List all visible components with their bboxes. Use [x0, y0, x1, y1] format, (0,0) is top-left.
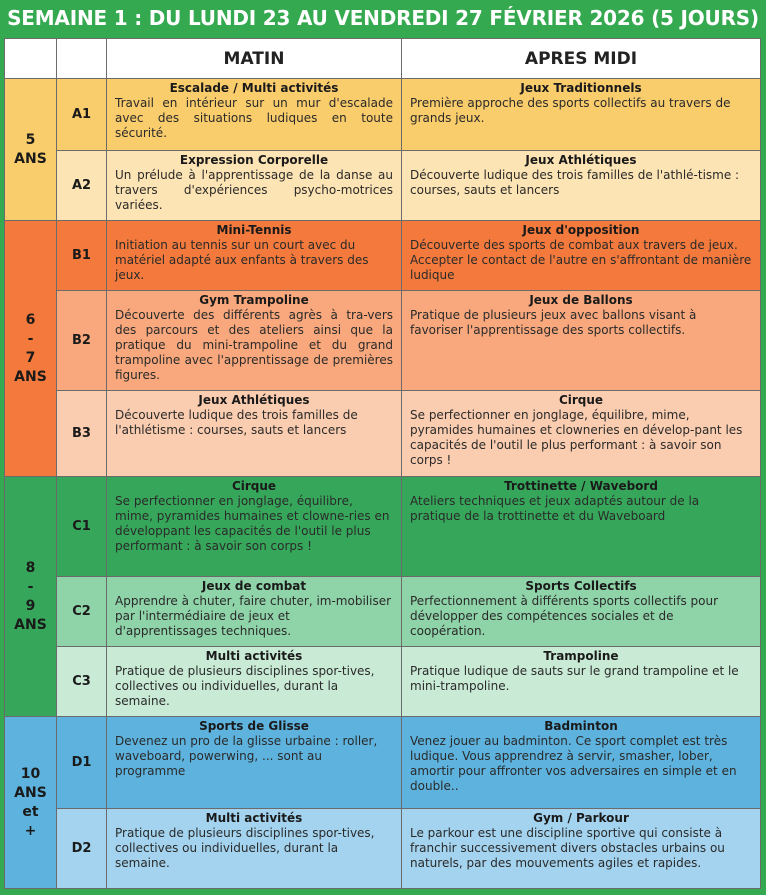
pm-cell-c1	[402, 477, 761, 577]
matin-cell-d1	[107, 717, 402, 809]
activity-description: Pratique de plusieurs jeux avec ballons visant à favoriser l'apprentissage des sports collectifs.	[410, 308, 697, 337]
row-a1	[5, 79, 761, 151]
age-label: et	[22, 803, 39, 820]
activity-title: Mini-Tennis	[216, 223, 292, 237]
activity-title: Cirque	[231, 479, 277, 493]
activity-title: Jeux de Ballons	[529, 293, 633, 307]
activity-description: Se perfectionner en jonglage, équilibre, mime, pyramides humaines et clowneries en dévelop-pant les capacités de l'outil le plus performant : à savoir son corps !	[410, 408, 743, 467]
activity-title: Sports Collectifs	[525, 579, 637, 593]
activity-title: Expression Corporelle	[179, 153, 329, 167]
activity-title: Cirque	[558, 393, 604, 407]
activity-title: Gym / Parkour	[533, 811, 629, 825]
activity-description: Venez jouer au badminton. Ce sport complet est très ludique. Vous apprendrez à servir, smasher, lober, amortir pour affronter vos adversaires en simple et en double..	[410, 734, 737, 793]
code-c3: C3	[57, 647, 107, 717]
age-label: 8	[25, 559, 36, 576]
pm-cell-c3	[402, 647, 761, 717]
pm-cell-d2	[402, 809, 761, 889]
activity-description: Initiation au tennis sur un court avec du matériel adapté aux enfants à travers des jeux.	[115, 238, 369, 282]
activity-title: Badminton	[544, 719, 618, 733]
activity-description: Perfectionnement à différents sports collectifs pour développer des compétences sociales et de coopération.	[410, 594, 719, 638]
age-label: -	[27, 578, 34, 595]
activity-description: Découverte des différents agrès à tra-vers des parcours et des ateliers ainsi que la pratique du mini-trampoline et du grand trampoline avec l'apprentissage de premières figures.	[115, 308, 393, 382]
matin-cell-c3	[107, 647, 402, 717]
code-c1: C1	[57, 477, 107, 577]
activity-title: Jeux de combat	[201, 579, 307, 593]
activity-description: Pratique de plusieurs disciplines spor-tives, collectives ou individuelles, durant la semaine.	[115, 826, 375, 870]
pm-cell-b3	[402, 391, 761, 477]
pm-cell-c2	[402, 577, 761, 647]
age-label: ANS	[14, 150, 47, 167]
pm-cell-a1	[402, 79, 761, 151]
activity-description: Pratique ludique de sauts sur le grand trampoline et le mini-trampoline.	[410, 664, 739, 693]
row-c3	[5, 647, 761, 717]
age-label: 10	[20, 765, 41, 782]
matin-cell-a2	[107, 151, 402, 221]
activity-title: Jeux Athlétiques	[198, 393, 310, 407]
matin-cell-b1	[107, 221, 402, 291]
age-group-8-9	[5, 477, 57, 717]
header-empty-age	[5, 39, 57, 79]
age-label: +	[24, 822, 37, 839]
age-group-10-plus	[5, 717, 57, 889]
pm-cell-b1	[402, 221, 761, 291]
activity-description: Découverte ludique des trois familles de l'athlé-tisme : courses, sauts et lancers	[410, 168, 740, 197]
code-a2: A2	[57, 151, 107, 221]
matin-cell-c1	[107, 477, 402, 577]
activity-description: Un prélude à l'apprentissage de la danse au travers d'expériences psycho-motrices variées.	[115, 168, 393, 212]
activity-description: Devenez un pro de la glisse urbaine : roller, waveboard, powerwing, ... sont au programme	[115, 734, 378, 778]
code-d1: D1	[57, 717, 107, 809]
matin-cell-b3	[107, 391, 402, 477]
header-row	[5, 39, 761, 79]
activity-title: Multi activités	[205, 649, 303, 663]
header-matin: MATIN	[107, 39, 402, 79]
activity-description: Se perfectionner en jonglage, équilibre, mime, pyramides humaines et clowne-ries en développant les capacités de l'outil le plus performant : à savoir son corps !	[115, 494, 390, 553]
code-b3: B3	[57, 391, 107, 477]
matin-cell-b2	[107, 291, 402, 391]
age-label: ANS	[14, 784, 47, 801]
row-c2	[5, 577, 761, 647]
activity-description: Pratique de plusieurs disciplines spor-tives, collectives ou individuelles, durant la semaine.	[115, 664, 375, 708]
activity-title: Trampoline	[543, 649, 619, 663]
code-a1: A1	[57, 79, 107, 151]
row-b2	[5, 291, 761, 391]
activity-title: Jeux Traditionnels	[520, 81, 642, 95]
pm-cell-d1	[402, 717, 761, 809]
activity-description: Première approche des sports collectifs au travers de grands jeux.	[410, 96, 731, 125]
age-group-5	[5, 79, 57, 221]
header-apres-midi: APRES MIDI	[402, 39, 761, 79]
header-empty-code	[57, 39, 107, 79]
row-c1	[5, 477, 761, 577]
activity-title: Gym Trampoline	[199, 293, 309, 307]
activity-description: Apprendre à chuter, faire chuter, im-mobiliser par l'intermédiaire de jeux et d'apprentissages techniques.	[115, 594, 392, 638]
age-label: -	[27, 330, 34, 347]
matin-cell-a1	[107, 79, 402, 151]
code-d2: D2	[57, 809, 107, 889]
age-group-6-7	[5, 221, 57, 477]
code-c2: C2	[57, 577, 107, 647]
age-label: 7	[25, 349, 36, 366]
age-label: 9	[25, 597, 36, 614]
activity-description: Découverte ludique des trois familles de l'athlétisme : courses, sauts et lancers	[115, 408, 358, 437]
row-a2	[5, 151, 761, 221]
activity-title: Escalade / Multi activités	[169, 81, 339, 95]
activity-title: Multi activités	[205, 811, 303, 825]
activity-title: Trottinette / Wavebord	[504, 479, 658, 493]
pm-cell-a2	[402, 151, 761, 221]
age-label: ANS	[14, 616, 47, 633]
row-b1	[5, 221, 761, 291]
activity-description: Travail en intérieur sur un mur d'escalade avec des situations ludiques en toute sécurité.	[115, 96, 393, 140]
pm-cell-b2	[402, 291, 761, 391]
row-d2	[5, 809, 761, 889]
age-label: 6	[25, 311, 36, 328]
matin-cell-c2	[107, 577, 402, 647]
activity-title: Sports de Glisse	[199, 719, 309, 733]
activity-description: Le parkour est une discipline sportive qui consiste à franchir successivement divers obstacles urbains ou naturels, par des mouvements agiles et rapides.	[410, 826, 725, 870]
page-title: SEMAINE 1 : DU LUNDI 23 AU VENDREDI 27 FÉVRIER 2026 (5 JOURS)	[7, 6, 759, 30]
matin-cell-d2	[107, 809, 402, 889]
schedule-frame	[4, 38, 760, 888]
code-b1: B1	[57, 221, 107, 291]
code-b2: B2	[57, 291, 107, 391]
schedule-table	[4, 38, 761, 889]
activity-title: Jeux Athlétiques	[525, 153, 637, 167]
age-label: ANS	[14, 368, 47, 385]
activity-description: Découverte des sports de combat aux travers de jeux. Accepter le contact de l'autre en s'affrontant de manière ludique	[410, 238, 752, 282]
activity-description: Ateliers techniques et jeux adaptés autour de la pratique de la trottinette et du Waveboard	[410, 494, 700, 523]
row-d1	[5, 717, 761, 809]
row-b3	[5, 391, 761, 477]
age-label: 5	[25, 131, 36, 148]
activity-title: Jeux d'opposition	[522, 223, 640, 237]
